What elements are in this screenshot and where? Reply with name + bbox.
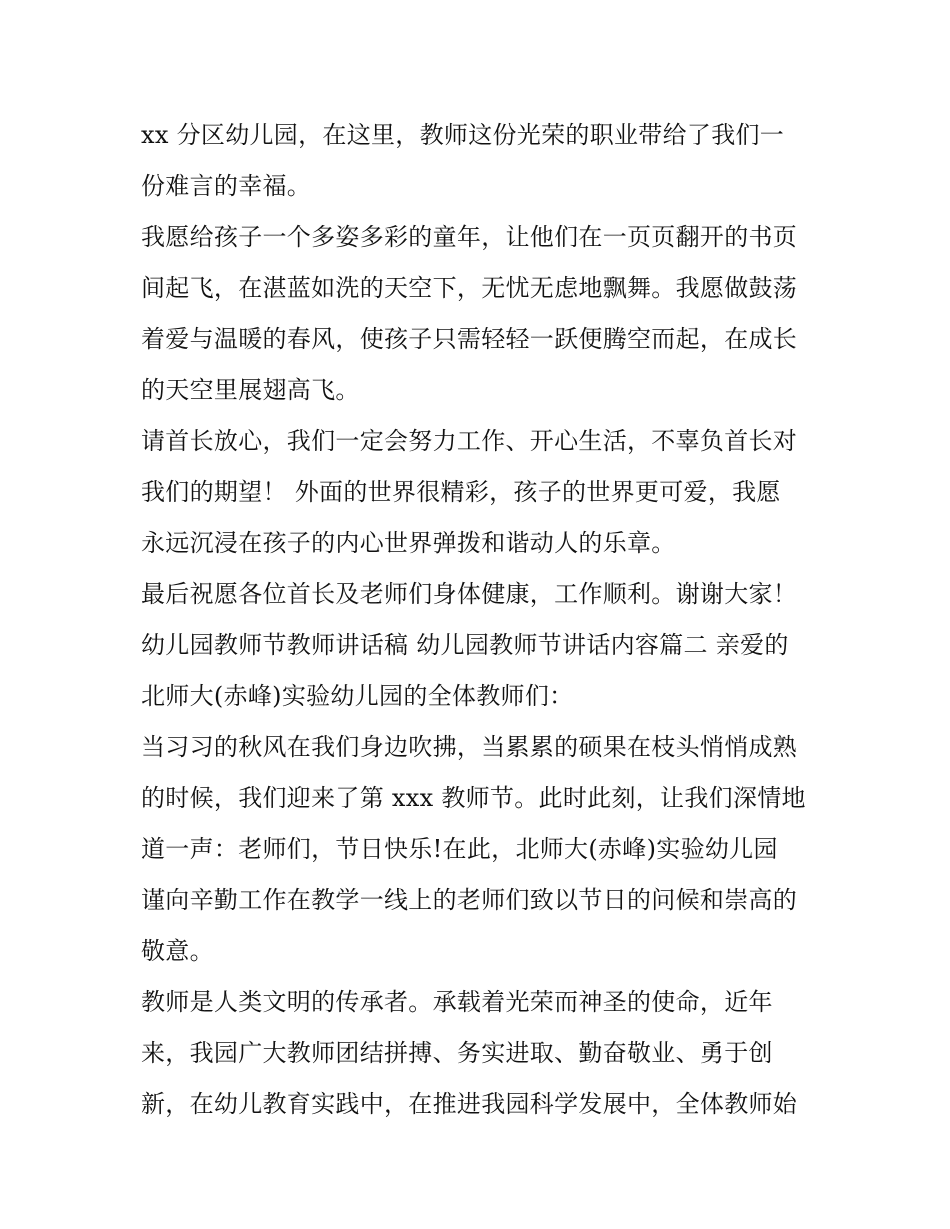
text-line: 的天空里展翅高飞。 bbox=[141, 376, 360, 404]
text-line: 永远沉浸在孩子的内心世界弹拨和谐动人的乐章。 bbox=[141, 529, 676, 557]
text-line: 北师大(赤峰)实验幼儿园的全体教师们： bbox=[141, 682, 574, 710]
text-line: 敬意。 bbox=[141, 937, 214, 965]
text-line: 道一声：老师们，节日快乐!在此，北师大(赤峰)实验幼儿园 bbox=[141, 835, 778, 863]
text-line: 新，在幼儿教育实践中，在推进我园科学发展中，全体教师始 bbox=[141, 1090, 798, 1118]
text-line: 我愿给孩子一个多姿多彩的童年，让他们在一页页翻开的书页 bbox=[141, 223, 798, 251]
text-line: 谨向辛勤工作在教学一线上的老师们致以节日的问候和崇高的 bbox=[141, 886, 798, 914]
text-line: 幼儿园教师节教师讲话稿 幼儿园教师节讲话内容篇二 亲爱的 bbox=[141, 631, 789, 659]
text-line: 的时候，我们迎来了第 xxx 教师节。此时此刻，让我们深情地 bbox=[141, 784, 806, 812]
text-line: 着爱与温暖的春风，使孩子只需轻轻一跃便腾空而起，在成长 bbox=[141, 325, 798, 353]
document-page bbox=[141, 110, 821, 1130]
text-line: 份难言的幸福。 bbox=[141, 172, 312, 200]
text-line: 请首长放心，我们一定会努力工作、开心生活，不辜负首长对 bbox=[141, 427, 798, 455]
text-line: 教师是人类文明的传承者。承载着光荣而神圣的使命，近年 bbox=[141, 988, 773, 1016]
text-line: 我们的期望！ 外面的世界很精彩，孩子的世界更可爱，我愿 bbox=[141, 478, 781, 506]
text-line: 来，我园广大教师团结拼搏、务实进取、勤奋敬业、勇于创 bbox=[141, 1039, 773, 1067]
text-line: xx 分区幼儿园，在这里，教师这份光荣的职业带给了我们一 bbox=[141, 121, 785, 149]
text-line: 最后祝愿各位首长及老师们身体健康，工作顺利。谢谢大家！ bbox=[141, 580, 798, 608]
text-line: 间起飞，在湛蓝如洗的天空下，无忧无虑地飘舞。我愿做鼓荡 bbox=[141, 274, 798, 302]
text-line: 当习习的秋风在我们身边吹拂，当累累的硕果在枝头悄悄成熟 bbox=[141, 733, 798, 761]
